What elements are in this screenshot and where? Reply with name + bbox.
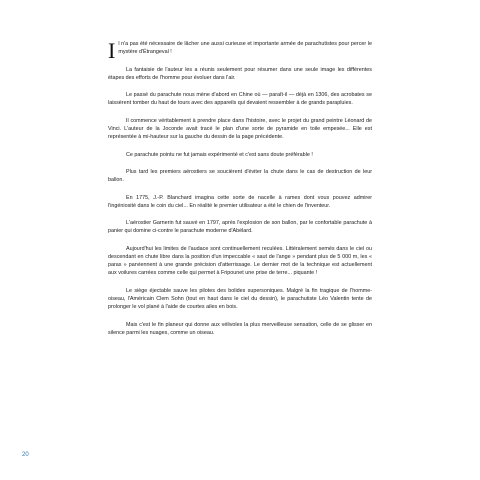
paragraph: Le siège éjectable sauve les pilotes des bolides supersoniques. Malgré la fin tragique de l'homme-oiseau, l'Américain Clem Sohn (tout en haut dans le ciel du dessin), le parachutiste Léo Valentin tente de prolonger le vol plané à l'aide de courtes ailes en bois. xyxy=(108,287,372,311)
paragraph: Ce parachute pointu ne fut jamais expérimenté et c'est sans doute préférable ! xyxy=(126,151,313,158)
drop-cap: I xyxy=(108,38,116,63)
paragraph: Le passé du parachute nous mène d'abord en Chine où — paraît-il — déjà en 1306, des acrobates se laissèrent tomber du haut de tours avec des appareils qui devaient ressembler à de grands parapluies. xyxy=(108,92,372,107)
paragraph-text: l n'a pas été nécessaire de lâcher une aussi curieuse et importante armée de parachutistes pour percer le mystère d'Étrangeval ! xyxy=(118,41,372,56)
paragraph: En 1775, J.-P. Blanchard imagina cette sorte de nacelle à rames dont vous pouvez admirer l'ingéniosité dans le coin du ciel... En réalité le premier utilisateur a été le chien de l'inventeur. xyxy=(108,194,372,209)
paragraph: Aujourd'hui les limites de l'audace sont continuellement reculées. Littéralement semés dans le ciel ou descendant en chute libre dans la position d'un impeccable « saut de l'ange » pendant plus de 5 000 m, les « paras » parviennent à une grande précision d'atterrissage. Le dernier mot de la technique est actuellement aux voilures carrées comme celle qui permet à Fripounet une prise de terre... piquante ! xyxy=(108,245,372,277)
paragraph: Il commence véritablement à prendre place dans l'histoire, avec le projet du grand peintre Léonard de Vinci. L'auteur de la Joconde avait tracé le plan d'une sorte de pyramide en toile empesée... Elle est représentée à mi-hauteur sur la gauche du dessin de la page précédente. xyxy=(108,117,372,141)
paragraph: Mais c'est le fin planeur qui donne aux vélivoles la plus merveilleuse sensation, celle de se glisser en silence parmi les nuages, comme un oiseau. xyxy=(108,321,372,336)
page-number: 20 xyxy=(22,452,29,458)
paragraph: L'aérostier Garnerin fut sauvé en 1797, après l'explosion de son ballon, par le confortable parachute à panier qui domine ci-contre le parachute moderne d'Abélard. xyxy=(108,220,372,235)
paragraph: Plus tard les premiers aérostiers se soucièrent d'éviter la chute dans le cas de destruction de leur ballon. xyxy=(108,168,372,184)
paragraph: La fantaisie de l'auteur les a réunis seulement pour résumer dans une seule image les différentes étapes des efforts de l'homme pour évoluer dans l'air. xyxy=(108,66,372,81)
article-body xyxy=(108,40,372,346)
paragraph-intro xyxy=(108,38,372,63)
